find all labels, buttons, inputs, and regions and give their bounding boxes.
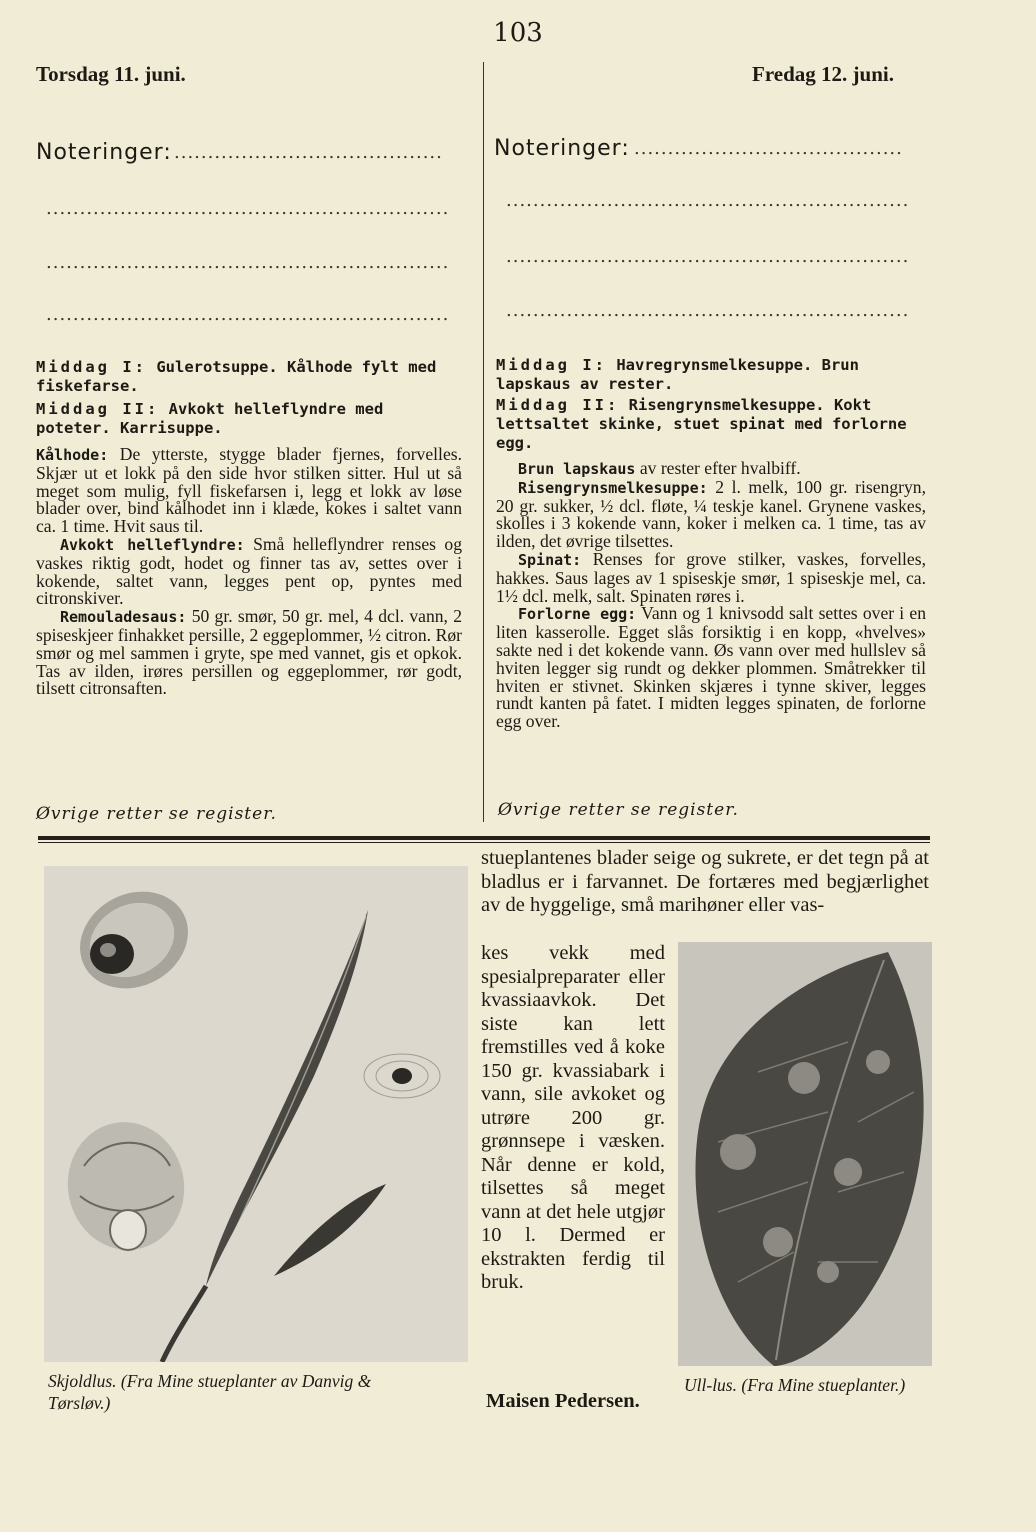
left-notes-line-1: ........................................ <box>174 142 443 163</box>
recipe-helleflyndre <box>36 533 462 609</box>
recipe-title: Kålhode: <box>36 446 109 464</box>
recipe-title: Risengrynsmelkesuppe: <box>518 478 708 497</box>
left-notes-line-3: ............................................................ <box>46 252 450 273</box>
article-body-wide: stueplantenes blader seige og sukrete, er det tegn på at bladlus er i farvannet. De fortæres med begjærlighet av de hyggelige, små marihøner eller vas- <box>481 847 929 916</box>
left-dinner-1-label: Middag I: <box>36 358 147 376</box>
recipe-kalhode <box>36 446 462 536</box>
recipe-text: av rester efter hvalbiff. <box>639 458 801 478</box>
right-day-title: Fredag 12. juni. <box>752 62 894 86</box>
skjoldlus-illustration <box>44 866 468 1362</box>
recipe-text: Vann og 1 knivsodd salt settes over i en liten kasserolle. Egget slås forsiktig i en kopp, «hvelves» sakte ned i det kokende vann. Øs vann over med hullslev så hviten legger sig rundt og dekker plommen. Småtrekker til hviten er stivnet. Skinken skjæres i tynne skiver, legges rundt kanten på fatet. I midten legges spinaten, de forlorne egg over. <box>496 603 926 732</box>
section-divider-thin <box>38 842 930 843</box>
recipe-forlorne-egg <box>496 605 926 731</box>
left-dinner-1 <box>36 358 462 396</box>
recipe-title: Forlorne egg: <box>518 605 637 624</box>
section-divider <box>38 836 930 840</box>
ull-lus-caption: Ull-lus. (Fra Mine stueplanter.) <box>684 1375 906 1395</box>
recipe-text: 50 gr. smør, 50 gr. mel, 4 dcl. vann, 2 spiseskjeer finhakket persille, 2 eggeplommer, ½ citron. Rør smør og mel sammen i gryte, spe med vannet, gis et opkok. Tas av ilden, irøres persillen og eggeplommer, rør godt, tilsett citronsaften. <box>36 606 462 699</box>
article-author: Maisen Pedersen. <box>486 1390 640 1412</box>
left-dinner-2 <box>36 400 462 438</box>
recipe-remouladesaus <box>36 608 462 698</box>
page-number: 103 <box>493 18 543 48</box>
left-dinner-1-text: Gulerotsuppe. Kålhode fylt med fiskefarse. <box>36 358 437 395</box>
left-recipes <box>36 446 462 698</box>
ull-lus-illustration <box>678 942 932 1366</box>
recipe-text: De ytterste, stygge blader fjernes, forvelles. Skjær ut et lokk på den side hvor stilken sitter. Hul ut så meget som mulig, fyll fiskefarsen i, legg et lokk av løse blader over, bind kålhodet inn i klæde, kokes i saltet vann ca. 1 time. Hvit saus til. <box>36 444 462 537</box>
left-notes-line-4: ............................................................ <box>46 304 450 325</box>
right-dinner-2 <box>496 396 926 453</box>
column-divider <box>483 62 484 822</box>
recipe-text: Renses for grove stilker, vaskes, forvelles, hakkes. Saus lages av 1 spiseskje smør, 1 spiseskje mel, ca. 1½ dcl. melk, salt. Spinaten røres i. <box>496 548 926 606</box>
recipe-title: Avkokt helleflyndre: <box>60 535 245 554</box>
recipe-risengrynsmelkesuppe <box>496 476 926 552</box>
right-dinner-1 <box>496 356 926 394</box>
ull-lus-drawing <box>678 942 932 1366</box>
left-dinner-2-text: Avkokt helleflyndre med poteter. Karrisuppe. <box>36 400 384 437</box>
left-notes-line-2: ............................................................ <box>46 198 450 219</box>
right-dinner-1-text: Havregrynsmelkesuppe. Brun lapskaus av rester. <box>496 356 859 393</box>
right-recipes <box>496 460 926 731</box>
recipe-spinat <box>496 548 926 606</box>
right-notes-line-4: ............................................................ <box>506 300 910 321</box>
right-notes-line-2: ............................................................ <box>506 190 910 211</box>
right-dinner-1-label: Middag I: <box>496 356 607 374</box>
recipe-title: Remouladesaus: <box>60 608 187 627</box>
skjoldlus-caption: Skjoldlus. (Fra Mine stueplanter av Danvig & Tørsløv.) <box>48 1371 372 1413</box>
article-body-narrow: kes vekk med spesialpreparater eller kvassiaavkok. Det siste kan lett fremstilles ved å koke 150 gr. kvassiabark i vann, sile avkoket og utrøre 200 gr. grønnsepe i væsken. Når denne er kold, tilsettes så meget vann at det hele utgjør 10 l. Dermed er ekstrakten ferdig til bruk. <box>481 942 665 1293</box>
skjoldlus-drawing <box>44 866 468 1362</box>
right-dinner-2-label: Middag II: <box>496 396 620 414</box>
right-notes-line-3: ............................................................ <box>506 246 910 267</box>
recipe-title: Spinat: <box>518 550 582 569</box>
left-footer-note: Øvrige retter se register. <box>36 804 277 824</box>
right-footer-note: Øvrige retter se register. <box>498 800 739 820</box>
left-day-title: Torsdag 11. juni. <box>36 62 186 86</box>
right-notes-label: Noteringer: <box>494 136 630 161</box>
left-notes-label: Noteringer: <box>36 140 172 165</box>
recipe-title: Brun lapskaus <box>518 460 636 478</box>
right-dinner-2-text: Risengrynsmelkesuppe. Kokt lettsaltet skinke, stuet spinat med forlorne egg. <box>496 396 907 452</box>
recipe-text: Små helleflyndrer renses og vaskes riktig godt, hodet og finner tas av, settes over i kokende, saltet vann, legges pent op, pyntes med citronskiver. <box>36 533 462 609</box>
right-notes-line-1: ........................................ <box>634 138 903 159</box>
left-dinner-2-label: Middag II: <box>36 400 160 418</box>
recipe-text: 2 l. melk, 100 gr. risengryn, 20 gr. sukker, ½ dcl. fløte, ¼ teskje kanel. Grynene vaskes, skolles i 3 kokende vann, koker i melken ca. 1 time, tas av ilden, det øvrige tilsettes. <box>496 476 926 552</box>
